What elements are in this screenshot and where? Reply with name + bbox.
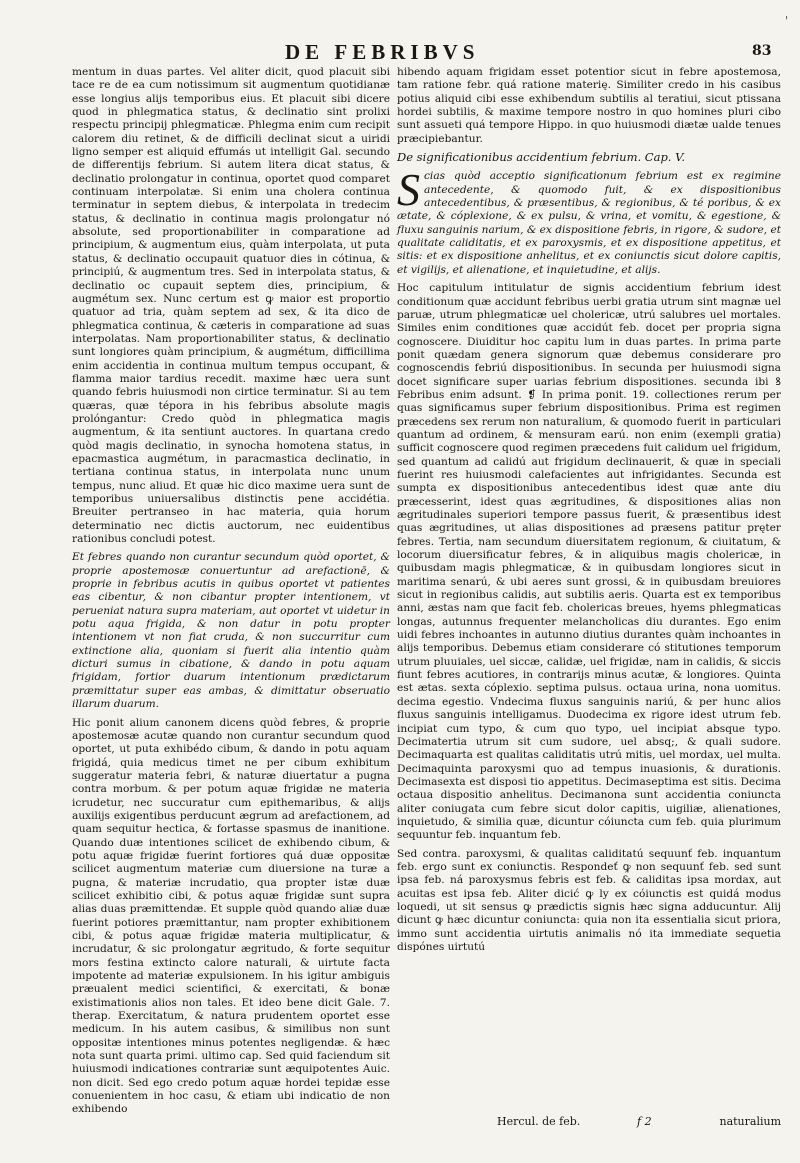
paragraph-chapter-text	[397, 164, 781, 277]
page-footer	[397, 1115, 781, 1135]
catchword: naturalium	[719, 1115, 781, 1128]
signature-mark: f 2	[637, 1115, 652, 1128]
paragraph-commentary-3: Hoc capitulum intitulatur de signis accidentium febrium idest conditionum quæ accidunt febribus uerbi gratia utrum sint magnæ uel paruæ, utrum phlegmaticæ uel cholericæ, utrú salubres uel mortales. Similes enim conditiones quæ accidút feb. docet per propria signa cognoscere. Diuiditur hoc capitu lum in duas partes. In prima parte ponit quædam genera signorum quæ debemus considerare pro cognoscendis febriú dispositionibus. In secunda per huiusmodi signa docet significare super uarias febrium dispositiones. secunda ibi ꝸ Febribus enim adsunt. ❡ In prima ponit. 19. collectiones rerum per quas significamus super febrium dispositionibus. Prima est regimen præcedens sex rerum non naturalium, & quomodo fuerit in particulari quantum ad ordinem, & mensuram earú. non enim (exempli gratia) sufficit cognoscere quod regimen præcedens fuit calidum uel frigidum, sed quantum ad calidú aut frigidum declinauerit, & quæ in speciali fuerint res huiusmodi calefacientes aut infrigidantes. Secunda est sumpta ex dispositionibus antecedentibus idest quæ ante diu præcesserint, idest quas ægritudines, & dispositiones alias non ægritudinales superiori tempore passus fuerit, & præsentibus idest quas ægritudines, ut alias dispositiones ad præsens patitur pręter febres. Tertia, nam secundum diuersitatem regionum, & ciuitatum, & locorum diuersificatur febres, & in aliquibus magis cholericæ, in quibusdam magis phlegmaticæ, & in quibusdam longiores sicut in maritima senarú, & ubi aeres sunt grossi, & in quibusdam breuiores sicut in regionibus calidis, aut subtilis aeris. Quarta est ex temporibus anni, æstas nam que facit feb. cholericas breues, hyems phlegmaticas longas, autunnus frequenter melancholicas diu durantes. Ego enim uidi febres inchoantes in autunno diutius durantes quàm inchoantes in alijs temporibus. Debemus etiam considerare có stitutiones temporum utrum pluuiales, uel siccæ, calidæ, uel frigidæ, nam in calidis, & siccis fiunt febres acutiores, in contrarijs minus acutæ, & longiores. Quinta est ætas. sexta cóplexio. septima pulsus. octaua urina, nona uomitus. decima egestio. Vndecima fluxus sanguinis nariú, & per hunc alios fluxus sanguinis intelligamus. Duodecima ex rigore idest utrum feb. incipiat cum typo, & cum quo typo, uel incipiat absque typo. Decimatertia utrum sit cum sudore, uel absq;, & quali sudore. Decimaquarta est qualitas caliditatis utrú mitis, uel mordax, uel multa. Decimaquinta paroxysmi quo ad tempus inuasionis, & durationis. Decimasexta est disposi tio appetitus. Decimaseptima est sitis. Decima octaua dispositio anhelitus. Decimanona sunt accidentia coniuncta aliter coniugata cum febre sicut dolor capitis, uigiliæ, alienationes, inquietudo, & similia quæ, dicuntur cóiuncta cum feb. quia plurimum sequuntur feb. inquantum feb.	[397, 282, 781, 842]
page-header	[0, 38, 800, 68]
paragraph-continuation: hibendo aquam frigidam esset potentior sicut in febre apostemosa, tam ratione febr. quá ratione materię. Similiter credo in his casibus potius aliquid cibi esse exhibendum subtilis al teratiui, sicut ptissana hordei subtilis, & maxime tempore nostro in quo homines pluri cibo sunt assueti quá tempore Hippo. in quo huiusmodi diætæ ualde tenues præcipiebantur.	[397, 66, 781, 145]
running-head: DE FEBRIBVS	[285, 40, 480, 64]
paragraph-commentary-1: mentum in duas partes. Vel aliter dicit, quod placuit sibi tace re de ea cum notissimum sit augmentum quotidianæ esse longius alijs temporibus eius. Et placuit sibi dicere quod in phlegmatica status, & declinatio sint prolixi respectu principij phlegmaticæ. Phlegma enim cum recipit calorem diu retinet, & de difficili declinat sicut a uiridi ligno semper est aliquid effumás ut intelligit Gal. secundo de differentijs febrium. Si autem litera dicat status, & declinatio prolongatur in continua, oportet quod comparet continuam interpolatæ. Si enim una cholera continua terminatur in septem diebus, & interpolata in tredecim status, & declinatio in continua magis prolongatur nó absolute, sed proportionabiliter in comparatione ad principium, & augmentum eius, quàm interpolata, ut puta status, & declinatio occupauit quatuor dies in cótinua, & principiú, & augmentum tres. Sed in interpolata status, & declinatio oc cupauit septem dies, principium, & augmétum sex. Nunc certum est ꝙ maior est proportio quatuor ad tria, quàm septem ad sex, & ita dico de phlegmatica continua, & cæteris in comparatione ad suas interpolatas. Nam proportionabiliter status, & declinatio sunt longiores quàm principium, & augmétum, difficillima enim accidentia in continua multum tempus occupant, & flamma maior tardius recedit. maxime hæc uera sunt quando febris huiusmodi non cirtice terminatur. Si au tem quæras, quæ tépora in his febribus absolute magis prolóngantur: Credo quòd in phlegmatica magis augmentum, & ita sentiunt auctores. In quartana credo quòd magis declinatio, in synocha homotena status, in epacmastica augmétum, in paracmastica declinatio, in tertiana continua status, in interpolata nunc unum tempus, nunc aliud. Et quæ hic dico maxime uera sunt de temporibus uniuersalibus distinctis pene accidétia. Breuiter pertranseo in hac materia, quia horum determinatio nec dictis auctorum, nec euidentibus rationibus concludi potest.	[72, 66, 390, 546]
chapter-text-body: cias quòd acceptio significationum febrium est ex regimine antecedente, & quomodo fuit, & ex dispositionibus antecedentibus, & præsentibus, & regionibus, & té poribus, & ex ætate, & cóplexione, & ex pulsu, & vrina, et vomitu, & egestione, & fluxu sanguinis narium, & ex dispositione febris, in rigore, & sudore, et qualitate caliditatis, et ex paroxysmis, et ex dispositione appetitus, et sitis: et ex dispositione anhelitus, et ex coniunctis sicut dolore capitis, et vigilijs, et alienatione, et inquietudine, et alijs.	[397, 170, 781, 276]
paragraph-commentary-2: Hic ponit alium canonem dicens quòd febres, & proprie apostemosæ acutæ quando non curantur secundum quod oportet, ut puta exhibédo cibum, & dando in potu aquam frigidá, quia medicus timet ne per cibum exhibitum suggeratur materia febri, & naturæ diuertatur a pugna contra morbum. & per potum aquæ frigidæ ne materia icrudetur, nec succuratur cum epithemaribus, & alijs auxilijs exigentibus perducunt ægrum ad arefactionem, ad quam sequitur hectica, & fortasse spasmus de inanitione. Quando duæ intentiones scilicet de exhibendo cibum, & potu aquæ frigidæ fuerint fortiores quá duæ oppositæ scilicet augmentum materiæ cum diuersione na turæ a pugna, & materiæ incrudatio, qua propter istæ duæ scilicet exhibitio cibi, & potus aquæ frigidæ sunt supra alias duas præmittendæ. Et supple quòd quando aliæ duæ fuerint potiores præmittantur, nam propter exhibitionem cibi, & potus aquæ frigidæ materia multiplicatur, & incrudatur, & sic prolongatur ægritudo, & forte sequitur mors festina extincto calore naturali, & uirtute facta impotente ad materiæ expulsionem. In his igitur ambiguis præualent medici scientifici, & exercitati, & bonæ existimationis alios non tales. Et ideo bene dicit Gale. 7. therap. Exercitatum, & natura prudentem oportet esse medicum. In his autem casibus, & similibus non sunt oppositæ intentiones minus potentes negligendæ. & hæc nota sunt quarta primi. ultimo cap. Sed quid faciendum sit huiusmodi indicationes contrariæ sunt æquipotentes Auic. non dicit. Sed ego credo potum aquæ hordei tepidæ esse conuenientem in hoc casu, & etiam ubi indicatio de non exhibendo	[72, 716, 390, 1116]
folio-number: 83	[752, 43, 772, 59]
left-column	[72, 66, 390, 1122]
paragraph-canon-text: Et febres quando non curantur secundum quòd oportet, & proprie apostemosæ conuertuntur ad arefactionē, & proprie in febribus acutis in quibus oportet vt patientes eas cibentur, & non cibantur propter intentionem, vt perueniat natura supra materiam, aut oportet vt uidetur in potu aqua frigida, & non datur in potu propter intentionem vt non fiat cruda, & non succurritur cum extinctione alia, quoniam si fuerit alia intentio quàm dicturi sumus in cibatione, & dando in potu aquam frigidam, fortior duarum intentionum prædictarum præmittatur super eas ambas, & dimittatur obseruatio illarum duarum.	[72, 551, 390, 711]
drop-cap: S	[397, 164, 420, 216]
running-footer-title: Hercul. de feb.	[497, 1115, 581, 1128]
right-column	[397, 66, 781, 959]
chapter-heading: De significationibus accidentium febrium. Cap. V.	[397, 150, 686, 165]
paragraph-commentary-4: Sed contra. paroxysmi, & qualitas caliditatú sequunť feb. inquantum feb. ergo sunt ex coniunctis. Respondeť ꝙ non sequunť feb. sed sunt ipsa feb. ná paroxysmus febris est feb. & caliditas ipsa mordax, aut acuitas est ipsa feb. Aliter dicić ꝙ ly ex cóiunctis est quidá modus loquedi, ut sit sensus ꝙ prædictis signis hæc signa adducuntur. Alij dicunt ꝙ hæc dicuntur coniuncta: quia non ita essentialia sicut priora, immo sunt accidentia uirtutis animalis nó ita immediate sequetia dispónes uirtutú	[397, 847, 781, 953]
corner-mark: '	[785, 14, 789, 28]
